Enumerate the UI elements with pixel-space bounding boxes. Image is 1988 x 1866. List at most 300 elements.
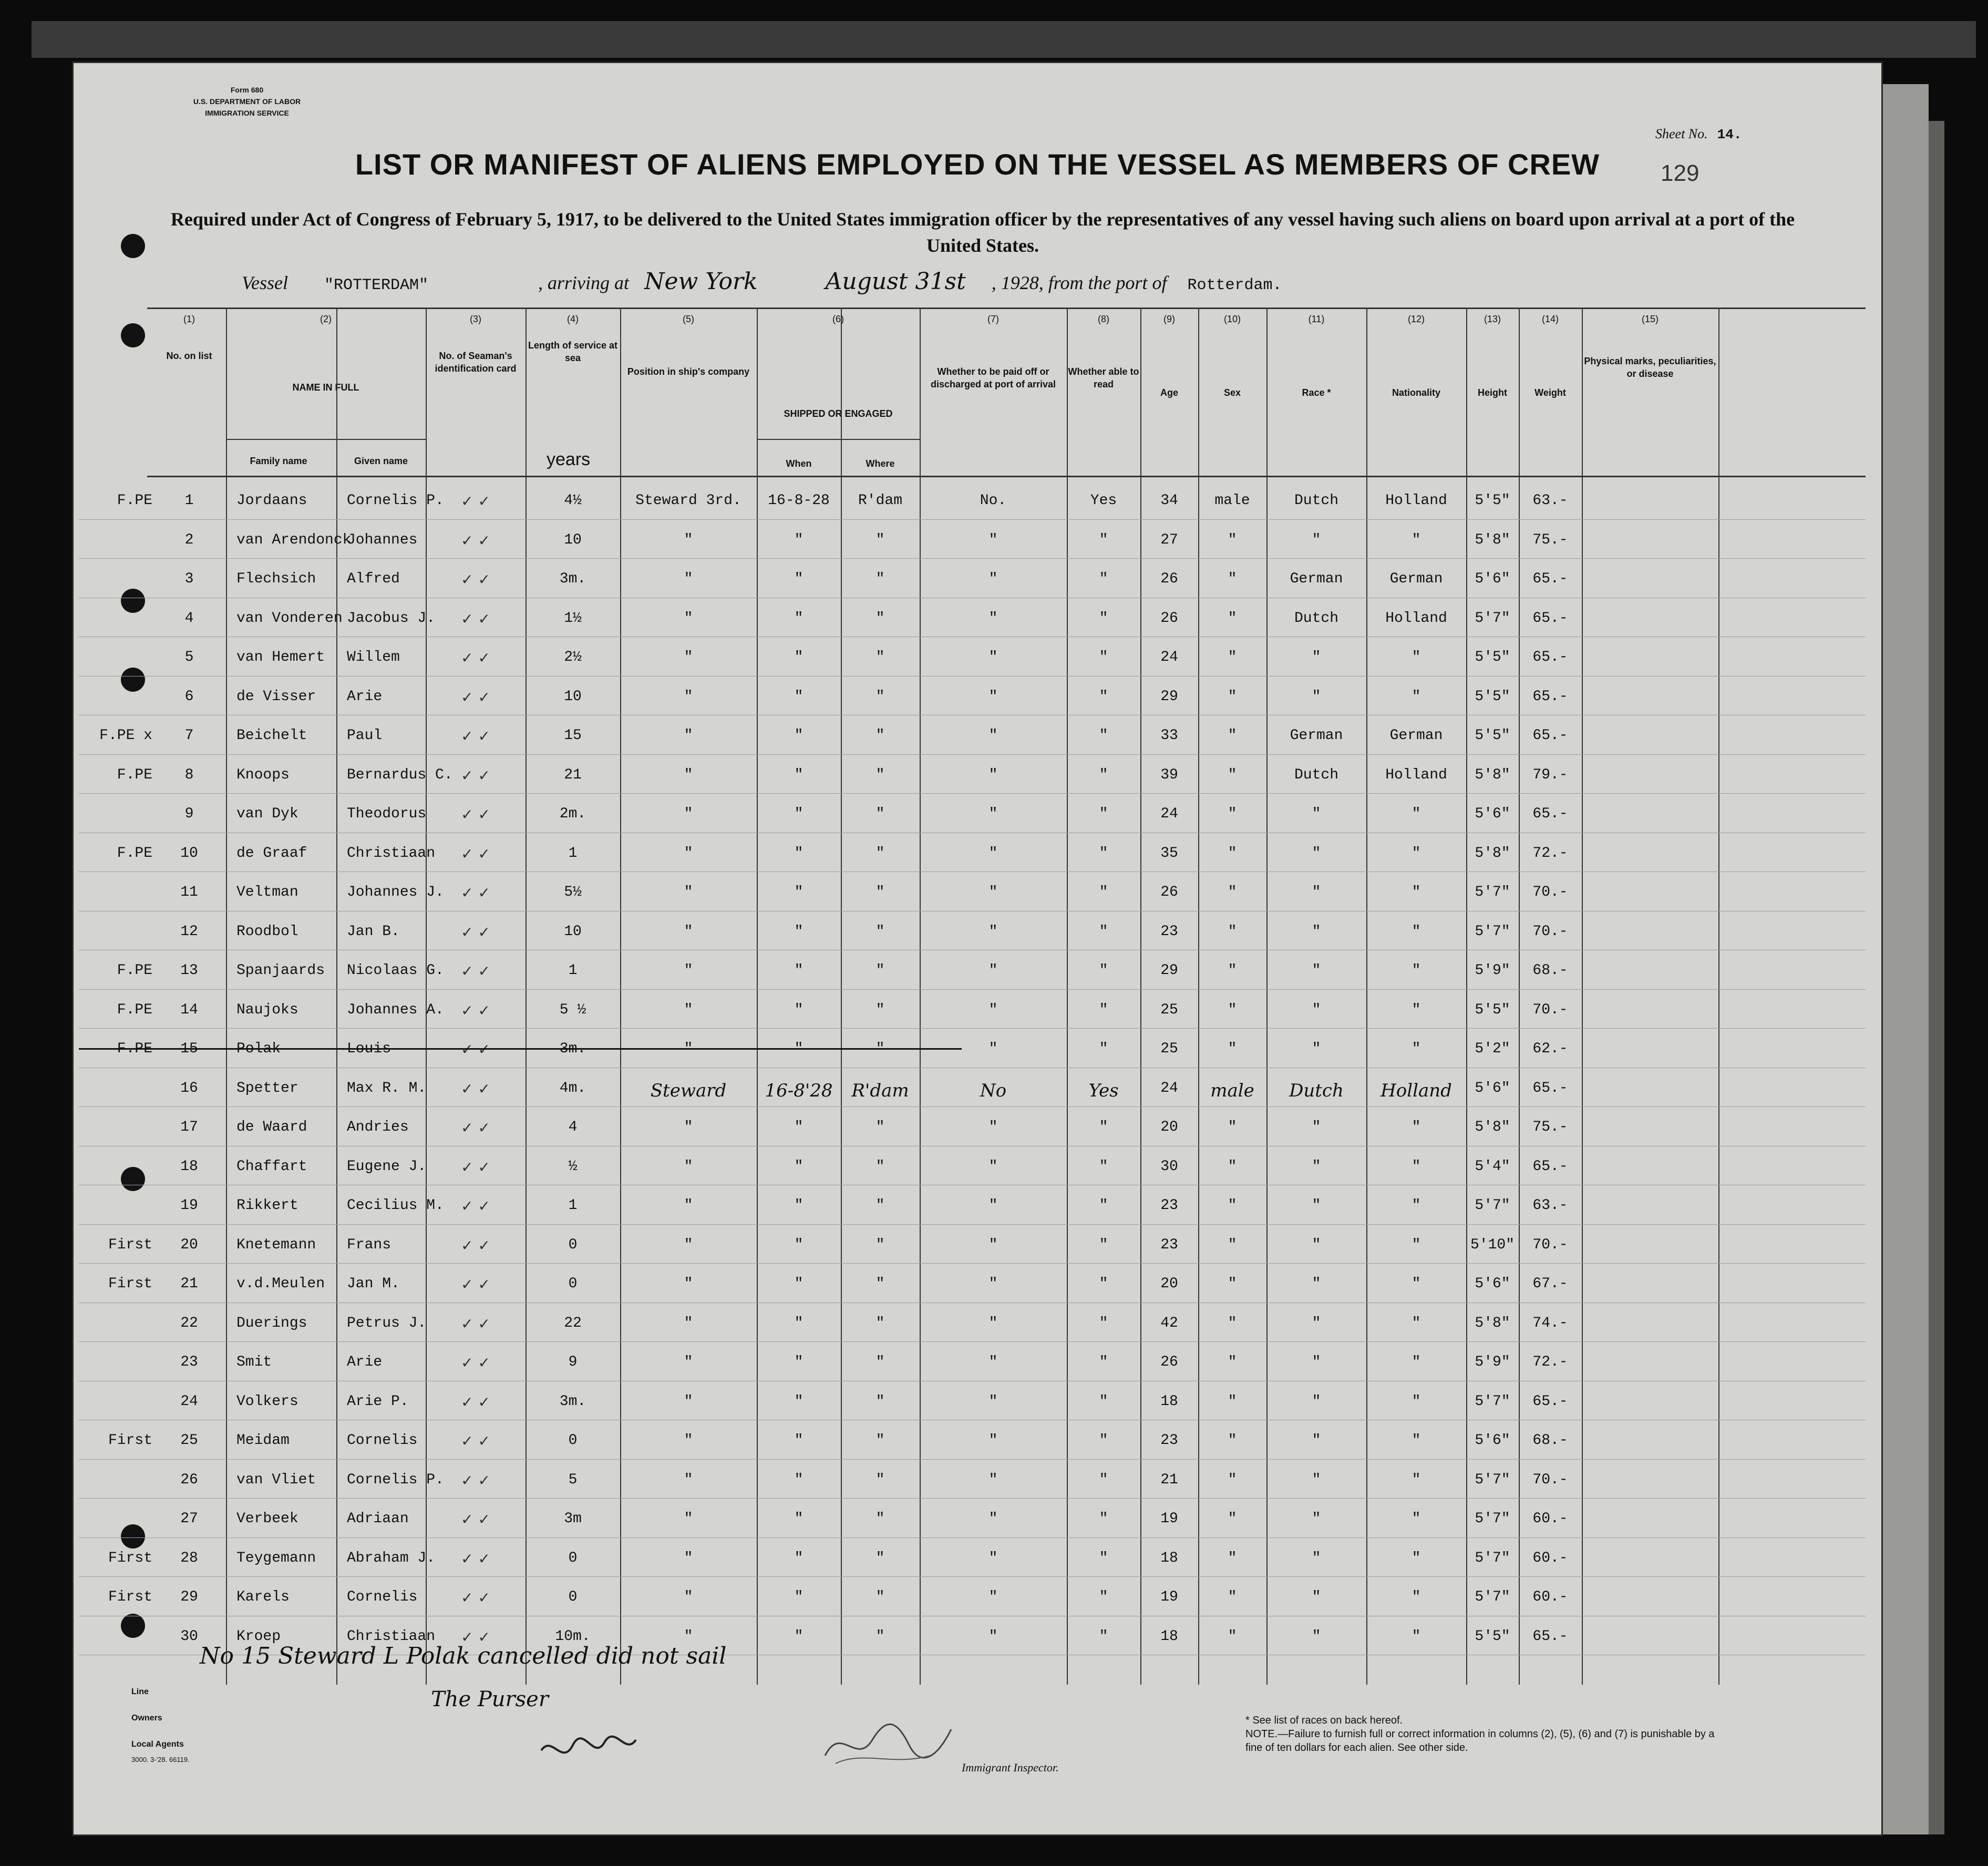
punch-hole [121,1614,145,1638]
cell-race: " [1312,884,1321,900]
cell-where: " [875,1471,885,1488]
table-row [117,834,1866,873]
cell-read: " [1099,1119,1108,1135]
cell-family: Knoops [236,766,290,783]
cell-age: 23 [1160,1432,1178,1449]
cell-nat: " [1412,1471,1421,1488]
cell-service: ½ [568,1158,578,1175]
cell-paid: " [988,1471,998,1488]
years-label: years [547,449,591,469]
cell-nat: " [1412,1197,1421,1214]
table-top-rule [147,307,1866,309]
cell-paid: " [988,1628,998,1645]
table-row [147,1499,1866,1538]
cell-paid: " [988,1276,998,1292]
cell-family: van Vliet [236,1471,316,1488]
column-number: (13) [1484,314,1501,324]
sheet-number [1655,126,1742,142]
cell-where: " [875,1628,885,1645]
cell-weight: 70.- [1532,1236,1568,1253]
cell-sex: " [1228,1354,1237,1370]
cell-height: 5'7" [1475,923,1510,940]
cell-paid: " [988,1315,998,1331]
strikethrough-line [79,1048,962,1050]
service: IMMIGRATION SERVICE [205,109,289,117]
punch-hole [121,1167,145,1191]
cell-nat: " [1412,1628,1421,1645]
cell-age: 29 [1160,688,1178,705]
cell-position: " [684,1393,693,1410]
cell-family: Flechsich [236,571,316,587]
cell-weight: 65.- [1532,727,1568,744]
cell-weight: 68.- [1532,1432,1568,1449]
cell-weight: 60.- [1532,1511,1568,1527]
cell-given: Jan B. [347,923,400,940]
id-card-checkmark-icon: ✓ ✓ [461,1119,490,1136]
cell-when: " [794,1001,804,1018]
cell-race: " [1312,1354,1321,1370]
cell-family: Volkers [236,1393,298,1410]
table-row [117,1029,1866,1068]
id-card-checkmark-icon: ✓ ✓ [461,531,490,549]
cell-given: Arie P. [347,1393,409,1410]
cell-no: 25 [180,1432,198,1449]
cell-read: Yes [1088,1080,1119,1101]
cell-mark: First [108,1550,152,1566]
cell-where: " [875,1393,885,1410]
cell-mark: F.PE x [99,727,152,744]
row-rule [79,989,1866,990]
print-code: 3000. 3-'28. 66119. [131,1756,190,1764]
cell-nat: " [1412,531,1421,548]
cell-age: 42 [1160,1315,1178,1331]
cell-where: " [875,962,885,979]
table-row [147,794,1866,833]
cell-service: 0 [568,1432,578,1449]
cell-given: Abraham J. [347,1550,436,1566]
cell-race: " [1312,1589,1321,1605]
cell-read: " [1099,806,1108,822]
table-row [147,638,1866,676]
cell-age: 35 [1160,845,1178,862]
cell-where: " [875,1001,885,1018]
cell-race: " [1312,1119,1321,1135]
cell-when: " [794,1589,804,1605]
cell-given: Bernardus C. [347,766,453,783]
table-row [117,481,1866,520]
cell-age: 23 [1160,923,1178,940]
id-card-checkmark-icon: ✓ ✓ [461,493,490,510]
cell-service: 10 [564,531,582,548]
cell-height: 5'7" [1475,1471,1510,1488]
cell-height: 5'4" [1475,1158,1510,1175]
cell-age: 25 [1160,1001,1178,1018]
cell-service: 1 [568,845,578,862]
cell-sex: " [1228,1393,1237,1410]
cell-given: Andries [347,1119,409,1135]
table-row [147,1460,1866,1499]
cell-position: " [684,1628,693,1645]
cell-age: 26 [1160,1354,1178,1370]
line-label: Line [131,1687,149,1696]
vessel-name: "ROTTERDAM" [324,276,429,294]
year-label: , 1928, from the port of [991,272,1167,293]
cell-position: " [684,845,693,862]
cell-race: " [1312,1236,1321,1253]
cell-position: " [684,610,693,627]
cell-paid: " [988,1589,998,1605]
arriving-label: , arriving at [538,272,630,293]
cell-given: Jacobus J. [347,610,436,627]
cell-family: Jordaans [236,493,307,509]
cell-height: 5'9" [1475,962,1510,979]
cell-where: " [875,727,885,744]
cell-weight: 65.- [1532,571,1568,587]
header-rule [147,476,1866,477]
cell-height: 5'6" [1475,1080,1510,1096]
cell-height: 5'7" [1475,884,1510,900]
cell-service: 4m. [559,1080,586,1096]
column-number: (2) [320,314,332,324]
cell-sex: " [1228,1589,1237,1605]
cell-position: " [684,1471,693,1488]
cell-family: Teygemann [236,1550,316,1566]
cell-position: " [684,1158,693,1175]
cell-height: 5'2" [1475,1041,1510,1057]
cell-where: " [875,923,885,940]
subheader-rule [226,439,426,440]
cell-nat: " [1412,1041,1421,1057]
cell-sex: " [1228,1197,1237,1214]
cell-family: de Graaf [236,845,307,862]
cell-nat: " [1412,1393,1421,1410]
cell-when: " [794,806,804,822]
cell-race: German [1290,571,1343,587]
cell-service: 3m. [559,1041,586,1057]
cell-position: " [684,1197,693,1214]
cell-race: " [1312,923,1321,940]
cell-no: 17 [180,1119,198,1135]
cell-given: Nicolaas G. [347,962,444,979]
row-rule [79,1576,1866,1577]
table-row [108,1539,1866,1577]
page-title: LIST OR MANIFEST OF ALIENS EMPLOYED ON THE VESSEL AS MEMBERS OF CREW [355,148,1600,181]
height-header: Height [1478,387,1507,398]
cell-paid: " [988,688,998,705]
column-number: (7) [987,314,999,324]
cell-race: " [1312,1511,1321,1527]
cell-where: " [875,1119,885,1135]
cell-height: 5'7" [1475,1589,1510,1605]
vessel-label: Vessel [242,272,288,293]
cell-weight: 60.- [1532,1550,1568,1566]
cell-paid: " [988,1158,998,1175]
purser-signature: The Purser [431,1687,549,1711]
cell-family: Verbeek [236,1511,298,1527]
punch-hole [121,234,145,258]
cell-age: 39 [1160,766,1178,783]
cell-age: 23 [1160,1197,1178,1214]
cell-where: " [875,884,885,900]
cell-age: 27 [1160,531,1178,548]
cell-where: " [875,1236,885,1253]
cell-sex: " [1228,1041,1237,1057]
sheet-value: 14. [1717,127,1742,142]
cell-sex: " [1228,1550,1237,1566]
cell-height: 5'8" [1475,1119,1510,1135]
cell-where: " [875,806,885,822]
cell-when: " [794,531,804,548]
table-row [108,1421,1866,1460]
cell-read: " [1099,766,1108,783]
cell-read: " [1099,1354,1108,1370]
cell-position: " [684,1511,693,1527]
footnote-penalty: NOTE.—Failure to furnish full or correct information in columns (2), (5), (6) and (7) is punishable by a fine of ten dollars for each alien. See other side. [1245,1728,1715,1754]
punch-hole [121,589,145,613]
voyage-line [242,268,1871,295]
row-rule [79,1537,1866,1538]
cell-race: " [1312,1315,1321,1331]
footnotes [1245,1714,1718,1755]
underlying-page-edge [1881,84,1929,1834]
cell-family: Spanjaards [236,962,325,979]
cell-position: " [684,1119,693,1135]
cell-no: 9 [184,806,194,822]
cell-read: " [1099,962,1108,979]
cell-nat: " [1412,649,1421,665]
cell-age: 26 [1160,571,1178,587]
cell-race: Dutch [1289,1080,1344,1101]
column-number: (10) [1223,314,1241,324]
cell-mark: F.PE [117,493,152,509]
manifest-sheet [74,63,1881,1834]
cell-read: " [1099,1276,1108,1292]
agents-label: Local Agents [131,1740,184,1749]
cell-given: Cornelis P. [347,493,444,509]
table-row [108,1577,1866,1616]
row-rule [79,558,1866,559]
cell-weight: 62.- [1532,1041,1568,1057]
id-card-header: No. of Seaman's identification card [435,351,517,374]
inspector-label: Immigrant Inspector. [962,1761,1059,1774]
cell-paid: " [988,727,998,744]
cell-age: 24 [1160,1080,1178,1096]
id-card-checkmark-icon: ✓ ✓ [461,688,490,706]
column-number: (5) [683,314,694,324]
cell-paid: " [988,610,998,627]
cell-given: Christiaan [347,1628,436,1645]
cell-no: 27 [180,1511,198,1527]
sex-header: Sex [1223,387,1241,398]
cell-race: " [1312,1393,1321,1410]
cell-read: " [1099,1393,1108,1410]
cell-age: 21 [1160,1471,1178,1488]
cell-family: Karels [236,1589,290,1605]
cell-service: 10m. [555,1628,591,1645]
cell-read: " [1099,1628,1108,1645]
cell-paid: " [988,962,998,979]
cell-service: 1 [568,1197,578,1214]
cell-age: 25 [1160,1041,1178,1057]
cell-when: " [794,610,804,627]
cell-nat: " [1412,1119,1421,1135]
cell-sex: " [1228,531,1237,548]
id-card-checkmark-icon: ✓ ✓ [461,1041,490,1058]
cell-position: " [684,766,693,783]
cell-weight: 65.- [1532,688,1568,705]
cell-read: " [1099,1511,1108,1527]
shipped-header: SHIPPED OR ENGAGED [784,408,893,419]
table-row [117,990,1866,1029]
id-card-checkmark-icon: ✓ ✓ [461,962,490,980]
cell-when: " [794,1432,804,1449]
table-row [147,1108,1866,1146]
cell-no: 24 [180,1393,198,1410]
cell-service: 3m [564,1511,582,1527]
cell-read: " [1099,571,1108,587]
cell-where: " [875,1432,885,1449]
cell-read: " [1099,1432,1108,1449]
where-header: Where [866,458,895,469]
cell-sex: " [1228,1236,1237,1253]
cell-no: 13 [180,962,198,979]
cell-position: Steward 3rd. [635,493,741,509]
cell-where: R'dam [858,493,902,509]
cell-service: 5 ½ [559,1001,586,1018]
cell-age: 20 [1160,1276,1178,1292]
cell-age: 18 [1160,1393,1178,1410]
cell-mark: F.PE [117,962,152,979]
cell-no: 4 [184,610,194,627]
cell-no: 16 [180,1080,198,1096]
page-subtitle: Required under Act of Congress of February 5, 1917, to be delivered to the United States immigration officer by the representatives of any vessel having such aliens on board upon arrival at a port of the United States. [170,209,1795,256]
cell-service: 1½ [564,610,582,627]
cell-no: 11 [180,884,198,900]
cell-height: 5'7" [1475,1511,1510,1527]
cell-paid: " [988,766,998,783]
cell-position: " [684,531,693,548]
cell-nat: " [1412,1158,1421,1175]
cell-position: " [684,1001,693,1018]
id-card-checkmark-icon: ✓ ✓ [461,1315,490,1332]
cell-when: " [794,962,804,979]
footnote-races: * See list of races on back hereof. [1245,1715,1403,1726]
cell-given: Cornelis P. [347,1471,444,1488]
cell-given: Arie [347,1354,383,1370]
cell-age: 18 [1160,1628,1178,1645]
cell-read: " [1099,1001,1108,1018]
cell-height: 5'5" [1475,649,1510,665]
cell-no: 12 [180,923,198,940]
cell-sex: " [1228,1001,1237,1018]
cell-race: " [1312,531,1321,548]
cell-no: 28 [180,1550,198,1566]
cell-family: van Hemert [236,649,325,665]
cell-height: 5'9" [1475,1354,1510,1370]
cell-age: 19 [1160,1511,1178,1527]
cell-read: " [1099,923,1108,940]
cell-given: Paul [347,727,383,744]
no-on-list-header: No. on list [166,351,212,361]
cell-height: 5'10" [1470,1236,1515,1253]
row-rule [79,519,1866,520]
column-number: (1) [183,314,195,324]
cell-paid: " [988,649,998,665]
cell-given: Cornelis [347,1432,418,1449]
cell-sex: " [1228,1119,1237,1135]
cell-sex: " [1228,610,1237,627]
row-rule [79,1459,1866,1460]
page-stamp: 129 [1661,160,1699,186]
cell-family: van Dyk [236,806,298,822]
cell-given: Adriaan [347,1511,409,1527]
cell-height: 5'7" [1475,1393,1510,1410]
cell-height: 5'5" [1475,1001,1510,1018]
id-card-checkmark-icon: ✓ ✓ [461,649,490,667]
cell-when: " [794,884,804,900]
cell-family: Naujoks [236,1001,298,1018]
cell-age: 19 [1160,1589,1178,1605]
physical-header: Physical marks, peculiarities, or disease [1584,356,1716,379]
cell-height: 5'6" [1475,1432,1510,1449]
cell-given: Arie [347,688,383,705]
cell-height: 5'7" [1475,1197,1510,1214]
cell-position: " [684,1315,693,1331]
cell-no: 2 [184,531,194,548]
cell-nat: " [1412,1354,1421,1370]
cell-sex: " [1228,1276,1237,1292]
table-row [108,1225,1866,1264]
cell-no: 5 [184,649,194,665]
cell-sex: " [1228,962,1237,979]
cell-nat: " [1412,1511,1421,1527]
cell-family: de Visser [236,688,316,705]
cell-sex: " [1228,1158,1237,1175]
cell-when: 16-8'28 [765,1080,833,1101]
cell-position: " [684,727,693,744]
cell-weight: 65.- [1532,1393,1568,1410]
cell-nat: Holland [1381,1080,1452,1101]
cell-nat: " [1412,1589,1421,1605]
cell-given: Max R. M. [347,1080,427,1096]
cell-given: Willem [347,649,400,665]
column-number: (6) [832,314,844,324]
cell-sex: " [1228,727,1237,744]
cell-where: " [875,1158,885,1175]
cell-height: 5'6" [1475,806,1510,822]
cell-where: " [875,1550,885,1566]
cell-when: " [794,1511,804,1527]
age-header: Age [1160,387,1178,398]
cell-age: 23 [1160,1236,1178,1253]
cell-weight: 75.- [1532,1119,1568,1135]
cell-paid: " [988,1550,998,1566]
cell-where: " [875,688,885,705]
cell-no: 19 [180,1197,198,1214]
cell-where: " [875,1589,885,1605]
id-card-checkmark-icon: ✓ ✓ [461,1158,490,1176]
cell-service: 9 [568,1354,578,1370]
cell-given: Cornelis [347,1589,418,1605]
cell-weight: 63.- [1532,493,1568,509]
column-number: (4) [567,314,579,324]
id-card-checkmark-icon: ✓ ✓ [461,1550,490,1567]
cell-when: 16-8-28 [768,493,830,509]
cell-height: 5'7" [1475,610,1510,627]
form-header [137,84,357,119]
cell-no: 18 [180,1158,198,1175]
column-number: (3) [470,314,481,324]
